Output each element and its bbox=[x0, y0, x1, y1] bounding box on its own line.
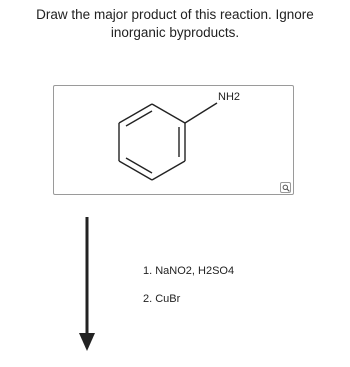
reaction-condition-step-2: 2. CuBr bbox=[143, 293, 181, 305]
question-prompt: Draw the major product of this reaction. Ignore inorganic byproducts. bbox=[36, 7, 314, 40]
reactant-structure-panel bbox=[53, 85, 294, 195]
zoom-button[interactable] bbox=[280, 182, 291, 193]
aniline-structure bbox=[54, 86, 295, 196]
magnifier-icon bbox=[282, 184, 290, 192]
c-n-bond bbox=[185, 103, 217, 123]
double-bond-inner-2 bbox=[126, 158, 152, 173]
reaction-condition-step-1: 1. NaNO2, H2SO4 bbox=[143, 265, 235, 277]
ring-bond-6 bbox=[152, 104, 185, 123]
ring-bond-2 bbox=[152, 161, 185, 180]
double-bond-inner-3 bbox=[126, 111, 152, 126]
down-arrow-icon bbox=[77, 215, 97, 355]
amine-group-label: NH2 bbox=[218, 91, 241, 103]
